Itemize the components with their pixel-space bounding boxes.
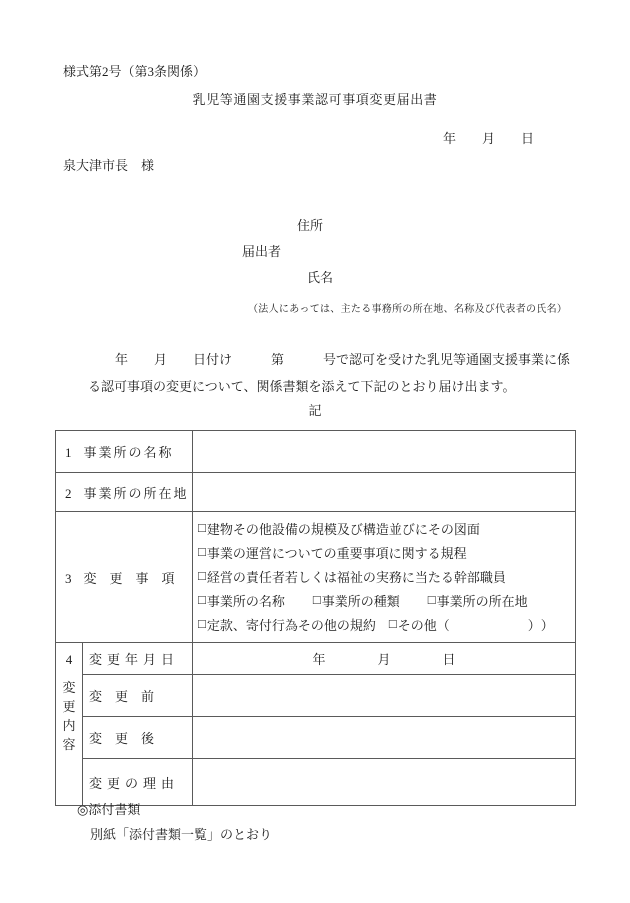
declarant-label: 届出者 (242, 244, 282, 259)
after-change-value-cell (193, 717, 576, 759)
checkbox-icon: □ (312, 592, 321, 607)
checkbox-line (198, 564, 575, 588)
addressee: 泉大津市長 様 (63, 158, 155, 173)
address-label: 住所 (297, 218, 324, 233)
checkbox-label: 建物その他設備の規模及び構造並びにその図面 (206, 521, 480, 537)
checkbox-label: 事業所の名称 (206, 593, 285, 609)
business-address-value-cell (193, 473, 576, 512)
sub-row-label: 変更年月日 (89, 652, 180, 667)
checkbox-label: 事業所の種類 (321, 593, 400, 609)
checkbox-icon: □ (198, 520, 206, 535)
checkbox-icon: □ (427, 592, 436, 607)
checkbox-label: その他（ ） (397, 617, 541, 633)
date-line: 年 月 日 (443, 131, 535, 146)
form-number: 様式第2号（第3条関係） (63, 64, 207, 79)
row-label: 事業所の名称 (83, 445, 174, 460)
checkbox-item (428, 591, 528, 610)
checkbox-line (198, 516, 575, 540)
row-number: 3 (65, 570, 72, 586)
sub-row-label-cell (83, 717, 193, 759)
sub-row-label-cell (83, 759, 193, 806)
form-table (55, 430, 576, 806)
change-items-cell (193, 512, 576, 643)
corporate-note: （法人にあっては、主たる事務所の所在地、名称及び代表者の氏名） (248, 304, 568, 315)
table-row-business-name (56, 431, 576, 473)
table-row-change-date (56, 643, 576, 675)
sub-row-label: 変 更 後 (89, 731, 155, 746)
checkbox-icon: □ (198, 568, 206, 583)
checkbox-label: 経営の責任者若しくは福祉の実務に当たる幹部職員 (206, 569, 506, 585)
checkbox-icon: □ (198, 592, 206, 607)
attachments-note: 別紙「添付書類一覧」のとおり (90, 827, 273, 842)
body-paragraph-line2: る認可事項の変更について、関係書類を添えて下記のとおり届け出ます。 (88, 379, 516, 394)
checkbox-item (389, 615, 554, 634)
business-name-value-cell (193, 431, 576, 473)
checkbox-label: 定款、寄付行為その他の規約 (206, 617, 376, 633)
table-row-change-items (56, 512, 576, 643)
sub-row-label: 変更の理由 (89, 775, 180, 791)
table-row-before-change (56, 675, 576, 717)
checkbox-icon: □ (198, 544, 206, 559)
change-reason-value-cell (193, 759, 576, 806)
checkbox-line (198, 612, 575, 636)
checkbox-line (198, 588, 575, 612)
attachments-heading: ◎添付書類 (77, 802, 141, 817)
row-label-cell (56, 512, 193, 643)
row-label-vertical: 変更内容 (62, 680, 76, 752)
row-label: 事業所の所在地 (83, 485, 189, 501)
row-label-cell (56, 473, 193, 512)
before-change-value-cell (193, 675, 576, 717)
table-row-change-reason (56, 759, 576, 806)
checkbox-item (198, 567, 506, 586)
checkbox-item (198, 591, 285, 610)
sub-row-label: 変 更 前 (89, 689, 155, 704)
checkbox-item (313, 591, 400, 610)
row-label: 変 更 事 項 (83, 570, 175, 586)
table-row-business-address (56, 473, 576, 512)
table-row-after-change (56, 717, 576, 759)
checkbox-icon: □ (198, 616, 206, 631)
checkbox-line (198, 540, 575, 564)
checkbox-item (198, 519, 480, 538)
row-label-cell (56, 431, 193, 473)
row-number: 1 (65, 445, 72, 460)
row-number: 2 (65, 485, 72, 501)
change-date-value-cell: 年 月 日 (193, 643, 576, 675)
checkbox-item (198, 615, 376, 634)
checkbox-label: 事業所の所在地 (436, 593, 528, 609)
row-number: 4 (65, 652, 73, 667)
paren-close: ） (540, 617, 554, 633)
body-paragraph-line1: 年 月 日付け 第 号で認可を受けた乳児等通園支援事業に係 (115, 352, 571, 367)
sub-row-label-cell (83, 675, 193, 717)
change-details-group-cell (56, 643, 83, 806)
checkbox-label: 事業の運営についての重要事項に関する規程 (206, 545, 467, 561)
sub-row-label-cell (83, 643, 193, 675)
document-title: 乳児等通園支援事業認可事項変更届出書 (192, 92, 438, 107)
record-mark: 記 (308, 403, 322, 418)
checkbox-item (198, 543, 467, 562)
checkbox-icon: □ (388, 616, 397, 631)
name-label: 氏名 (307, 270, 334, 285)
